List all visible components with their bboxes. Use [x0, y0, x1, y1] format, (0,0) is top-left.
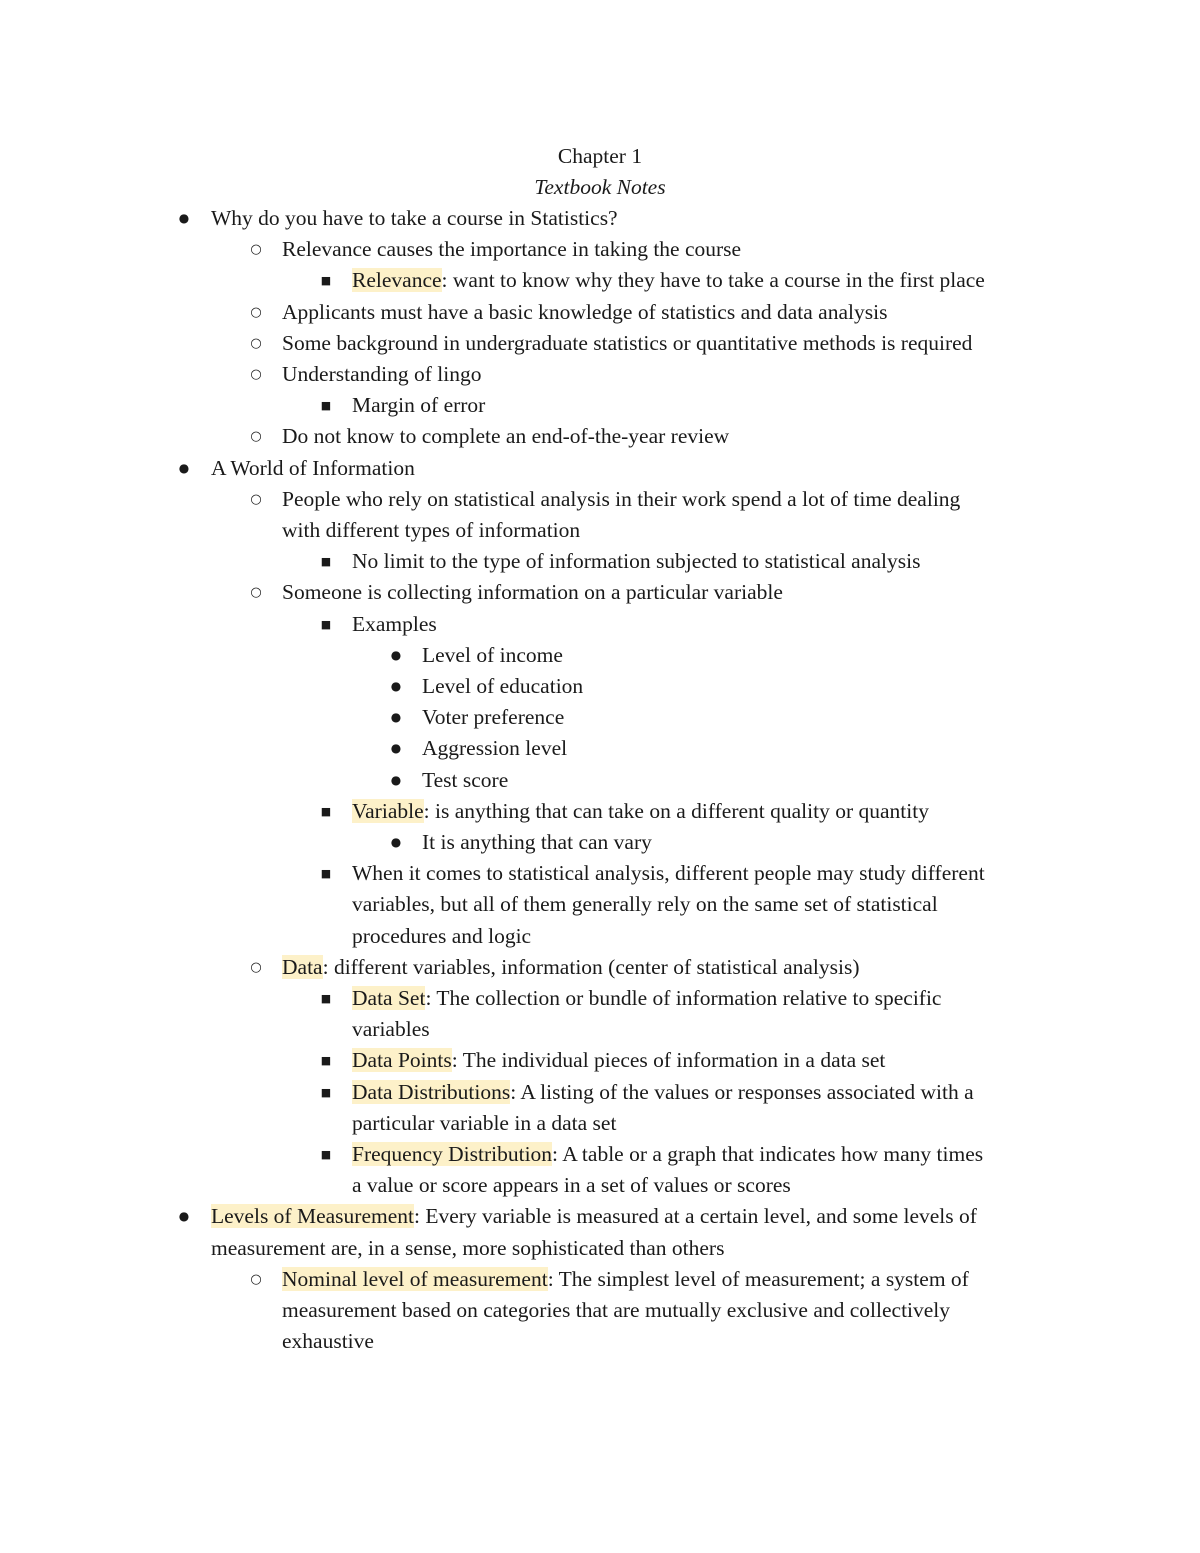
item-text: : The collection or bundle of information relative to specific [425, 986, 942, 1010]
item-text: : A table or a graph that indicates how many times [552, 1142, 984, 1166]
item-text: Voter preference [422, 705, 565, 730]
list-item-text [352, 1077, 974, 1108]
item-text: Test score [422, 767, 509, 792]
list-item-text [422, 827, 652, 858]
bullet-icon: ● [390, 710, 402, 725]
list-item-text [211, 1201, 977, 1232]
list-item-text [352, 1108, 616, 1139]
item-text: : Every variable is measured at a certain level, and some levels of [413, 1204, 977, 1229]
highlighted-term: Data Distributions [352, 1079, 511, 1104]
list-item-text [282, 484, 960, 515]
bullet-icon: ■ [320, 1148, 332, 1161]
bullet-icon: ● [390, 647, 402, 662]
highlighted-term: Levels of Measurement [211, 1204, 414, 1229]
list-item-text [282, 515, 580, 546]
item-text: : is anything that can take on a different quality or quantity [423, 798, 929, 823]
list-item-text [352, 390, 485, 421]
bullet-icon: ○ [250, 335, 262, 351]
bullet-icon: ● [178, 211, 190, 225]
item-text: Do not know to complete an end-of-the-year review [282, 424, 730, 449]
item-text: Someone is collecting information on a particular variable [282, 580, 783, 605]
highlighted-term: Frequency Distribution [352, 1142, 553, 1166]
item-text: Margin of error [352, 393, 486, 418]
item-text: procedures and logic [352, 923, 532, 948]
page-subtitle: Textbook Notes [534, 175, 666, 199]
bullet-icon: ■ [320, 617, 332, 631]
item-text: variables, but all of them generally rely on the same set of statistical [352, 892, 938, 917]
list-item-text [352, 546, 920, 577]
highlighted-term: Data Points [352, 1048, 452, 1073]
item-text: : A listing of the values or responses associated with a [510, 1079, 974, 1104]
item-text: measurement are, in a sense, more sophisticated than others [211, 1235, 725, 1260]
list-item-text [422, 640, 563, 671]
list-item-text [282, 421, 729, 452]
list-item-text [211, 203, 618, 234]
bullet-icon: ● [178, 460, 190, 475]
item-text: Some background in undergraduate statistics or quantitative methods is required [282, 330, 973, 355]
bullet-icon: ○ [250, 585, 262, 601]
bullet-icon: ○ [250, 429, 262, 445]
highlighted-term: Variable [352, 798, 424, 823]
item-text: Level of education [422, 674, 584, 698]
bullet-icon: ● [390, 835, 402, 849]
bullet-icon: ○ [250, 959, 262, 975]
bullet-icon: ○ [250, 242, 262, 258]
item-text: Applicants must have a basic knowledge of statistics and data analysis [282, 299, 888, 324]
bullet-icon: ● [178, 1209, 190, 1224]
list-item-text [422, 733, 567, 764]
highlighted-term: Data Set [352, 986, 426, 1010]
list-item-text [352, 889, 938, 920]
item-text: Understanding of lingo [282, 362, 482, 386]
item-text: variables [352, 1017, 430, 1042]
list-item-text [282, 297, 887, 328]
list-item-text [282, 952, 860, 983]
item-text: When it comes to statistical analysis, different people may study different [352, 861, 985, 886]
item-text: Aggression level [422, 736, 568, 761]
highlighted-term: Relevance [352, 268, 442, 293]
item-text: : The individual pieces of information in a data set [451, 1048, 886, 1073]
item-text: : want to know why they have to take a course in the first place [441, 268, 985, 293]
list-item-text [352, 265, 985, 296]
bullet-icon: ○ [250, 367, 262, 382]
bullet-icon: ● [390, 679, 402, 693]
highlighted-term: Nominal level of measurement [282, 1266, 548, 1291]
item-text: measurement based on categories that are mutually exclusive and collectively [282, 1298, 951, 1322]
list-item-text [352, 1045, 885, 1076]
bullet-icon: ■ [320, 399, 332, 413]
list-item-text [282, 1295, 950, 1326]
list-item-text [422, 765, 508, 796]
list-item-text [282, 359, 481, 390]
highlighted-term: Data [282, 954, 323, 979]
list-item-text [282, 234, 741, 265]
list-item-text [282, 328, 972, 359]
item-text: Level of income [422, 642, 563, 667]
bullet-icon: ■ [320, 867, 332, 881]
bullet-icon: ○ [250, 1271, 262, 1287]
list-item-text [282, 1326, 374, 1357]
bullet-icon: ● [390, 741, 402, 756]
item-text: with different types of information [282, 518, 581, 542]
list-item-text [352, 983, 941, 1014]
item-text: a value or score appears in a set of values or scores [352, 1173, 791, 1198]
bullet-icon: ○ [250, 491, 262, 507]
item-text: Why do you have to take a course in Statistics? [211, 206, 618, 230]
item-text: It is anything that can vary [422, 830, 652, 854]
list-item-text [282, 577, 783, 608]
item-text: : different variables, information (center of statistical analysis) [322, 954, 860, 979]
item-text: : The simplest level of measurement; a system of [547, 1266, 969, 1291]
list-item-text [352, 1014, 430, 1045]
bullet-icon: ■ [320, 804, 332, 818]
item-text: A World of Information [211, 455, 415, 480]
bullet-icon: ■ [320, 555, 332, 569]
list-item-text [211, 453, 415, 484]
bullet-icon: ○ [250, 304, 262, 320]
list-item-text [422, 671, 583, 702]
bullet-icon: ■ [320, 1085, 332, 1099]
page-title: Chapter 1 [557, 144, 643, 168]
list-item-text [422, 702, 564, 733]
item-text: particular variable in a data set [352, 1110, 617, 1135]
item-text: exhaustive [282, 1329, 374, 1354]
item-text: Examples [352, 611, 437, 636]
list-item-text [282, 1264, 969, 1295]
bullet-icon: ● [390, 772, 402, 787]
list-item-text [352, 1139, 983, 1170]
list-item-text [352, 858, 985, 889]
list-item-text [352, 609, 437, 640]
list-item-text [352, 921, 531, 952]
list-item-text [352, 1170, 791, 1201]
list-item-text [211, 1233, 724, 1264]
bullet-icon: ■ [320, 274, 332, 288]
item-text: People who rely on statistical analysis in their work spend a lot of time dealing [282, 486, 961, 511]
item-text: No limit to the type of information subjected to statistical analysis [352, 549, 921, 574]
bullet-icon: ■ [320, 992, 332, 1005]
item-text: Relevance causes the importance in taking the course [282, 237, 742, 262]
list-item-text [352, 796, 929, 827]
bullet-icon: ■ [320, 1054, 332, 1068]
